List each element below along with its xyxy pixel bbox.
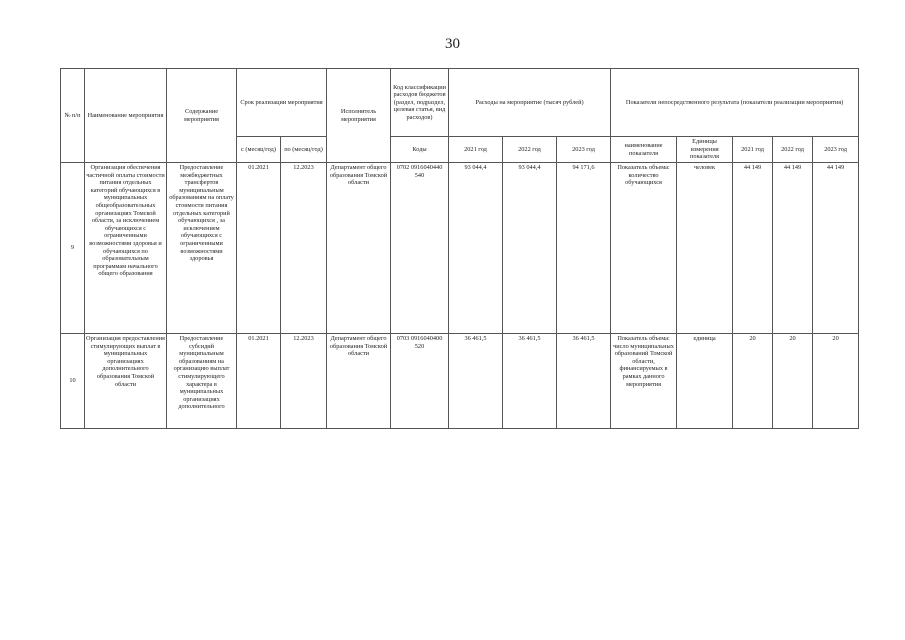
budget-code: 0703 0916040400 520 — [391, 334, 449, 429]
header-executor: Исполнитель мероприятия — [327, 69, 391, 163]
period-to: 12.2023 — [281, 163, 327, 334]
table-row — [61, 334, 859, 429]
header-exp-2023: 2023 год — [557, 137, 611, 163]
indicator-unit: человек — [677, 163, 733, 334]
budget-code: 0702 0916040440 540 — [391, 163, 449, 334]
header-ind-2022: 2022 год — [773, 137, 813, 163]
header-name: Наименование мероприятия — [85, 69, 167, 163]
header-ind-2023: 2023 год — [813, 137, 859, 163]
expense-2022: 93 044,4 — [503, 163, 557, 334]
executor: Департамент общего образования Томской области — [327, 334, 391, 429]
event-name: Организация обеспечения частичной оплаты стоимости питания отдельных категорий обучающихся в муниципальных общеобразовательных организациях Томской области, за исключением обучающихся с ограниченными возможностями здоровья и обучающихся по образовательным программам начального общего образования — [85, 163, 167, 334]
event-content: Предоставление субсидий муниципальным образованиям на организацию выплат стимулирующего характера в муниципальных организациях дополнительного — [167, 334, 237, 429]
event-name: Организация предоставления стимулирующих выплат в муниципальных организациях дополнительного образования Томской области — [85, 334, 167, 429]
expense-2023: 36 461,5 — [557, 334, 611, 429]
expense-2022: 36 461,5 — [503, 334, 557, 429]
indicator-unit: единица — [677, 334, 733, 429]
header-period-to: по (месяц/год) — [281, 137, 327, 163]
indicator-2023: 44 149 — [813, 163, 859, 334]
indicator-2021: 20 — [733, 334, 773, 429]
header-codes: Коды — [391, 137, 449, 163]
header-num: № п/п — [61, 69, 85, 163]
indicator-name: Показатель объема: количество обучающихся — [611, 163, 677, 334]
period-from: 01.2021 — [237, 163, 281, 334]
expense-2023: 94 171,6 — [557, 163, 611, 334]
header-ind-2021: 2021 год — [733, 137, 773, 163]
indicator-name: Показатель объема: число муниципальных образований Томской области, финансируемых в рамках данного мероприятия — [611, 334, 677, 429]
header-exp-2022: 2022 год — [503, 137, 557, 163]
header-expenses: Расходы на мероприятие (тысяч рублей) — [449, 69, 611, 137]
period-to: 12.2023 — [281, 334, 327, 429]
header-indicator-name: наименование показателя — [611, 137, 677, 163]
indicator-2022: 20 — [773, 334, 813, 429]
header-period: Срок реализации мероприятия — [237, 69, 327, 137]
indicator-2022: 44 149 — [773, 163, 813, 334]
event-content: Предоставление межбюджетных трансфертов муниципальным образованиям на оплату стоимости питания отдельных категорий обучающихся , за исключением обучающихся с ограниченными возможностями здоровья — [167, 163, 237, 334]
header-code: Код классификации расходов бюджетов (раздел, подраздел, целевая статья, вид расходов) — [391, 69, 449, 137]
header-indicator-unit: Единицы измерения показателя — [677, 137, 733, 163]
table-row — [61, 163, 859, 334]
expense-2021: 93 044,4 — [449, 163, 503, 334]
indicator-2021: 44 149 — [733, 163, 773, 334]
executor: Департамент общего образования Томской области — [327, 163, 391, 334]
period-from: 01.2021 — [237, 334, 281, 429]
header-exp-2021: 2021 год — [449, 137, 503, 163]
page-number: 30 — [445, 36, 460, 52]
row-number: 10 — [61, 334, 85, 429]
header-period-from: с (месяц/год) — [237, 137, 281, 163]
expense-2021: 36 461,5 — [449, 334, 503, 429]
budget-table — [60, 68, 859, 429]
header-content: Содержание мероприятия — [167, 69, 237, 163]
indicator-2023: 20 — [813, 334, 859, 429]
row-number: 9 — [61, 163, 85, 334]
header-indicators: Показатели непосредственного результата (показатели реализации мероприятия) — [611, 69, 859, 137]
